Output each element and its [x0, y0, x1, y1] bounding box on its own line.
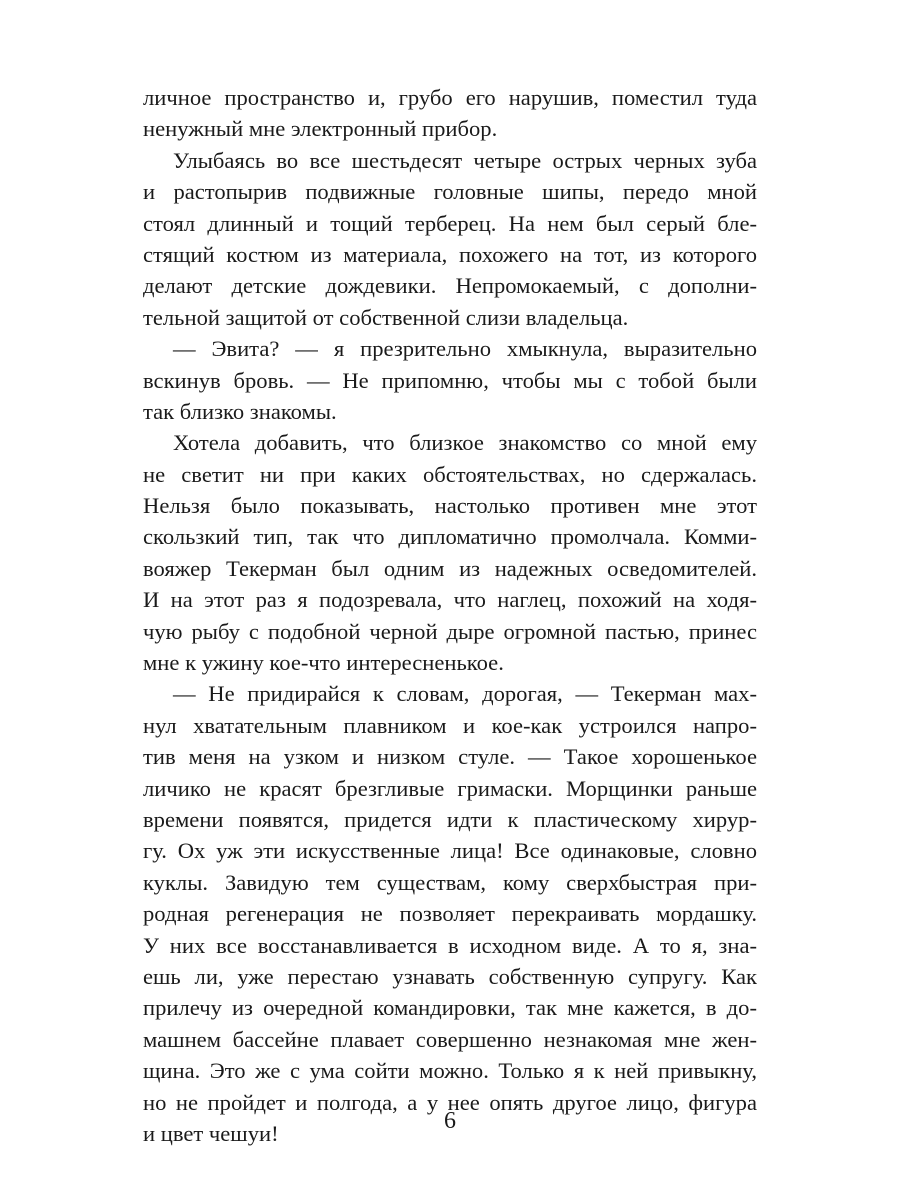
text-line: делают детские дождевики. Непромокаемый, с дополни-	[143, 273, 757, 299]
text-line: стящий костюм из материала, похожего на тот, из которого	[143, 241, 757, 267]
book-page-body	[143, 82, 757, 1149]
paragraph	[143, 82, 757, 145]
paragraph	[143, 145, 757, 333]
text-line: И на этот раз я подозревала, что наглец, похожий на ходя-	[143, 587, 757, 613]
text-line: стоял длинный и тощий терберец. На нем был серый бле-	[143, 210, 757, 236]
text-line: ненужный мне электронный прибор.	[143, 116, 498, 142]
paragraph	[143, 333, 757, 427]
text-line: но не пройдет и полгода, а у нее опять другое лицо, фигура	[143, 1089, 757, 1115]
text-line: Улыбаясь во все шестьдесят четыре острых черных зуба	[173, 147, 757, 173]
text-line: тив меня на узком и низком стуле. — Такое хорошенькое	[143, 744, 757, 770]
text-line: личико не красят брезгливые гримаски. Морщинки раньше	[143, 775, 757, 801]
text-line: вскинув бровь. — Не припомню, чтобы мы с тобой были	[143, 367, 757, 393]
text-line: родная регенерация не позволяет перекраивать мордашку.	[143, 901, 757, 927]
text-line: не светит ни при каких обстоятельствах, но сдержалась.	[143, 461, 757, 487]
text-line: гу. Ох уж эти искусственные лица! Все одинаковые, словно	[143, 838, 757, 864]
paragraph	[143, 427, 757, 678]
text-line: нул хватательным плавником и кое-как устроился напро-	[143, 712, 757, 738]
page-number: 6	[444, 1108, 456, 1134]
text-line: чую рыбу с подобной черной дыре огромной пастью, принес	[143, 618, 757, 644]
text-line: Нельзя было показывать, настолько противен мне этот	[143, 493, 757, 519]
paragraph	[143, 678, 757, 1149]
text-line: ешь ли, уже перестаю узнавать собственную супругу. Как	[143, 963, 757, 989]
text-line: тельной защитой от собственной слизи владельца.	[143, 304, 629, 330]
text-line: — Не придирайся к словам, дорогая, — Текерман мах-	[173, 681, 757, 707]
text-line: У них все восстанавливается в исходном виде. А то я, зна-	[143, 932, 757, 958]
text-line: машнем бассейне плавает совершенно незнакомая мне жен-	[143, 1026, 757, 1052]
text-line: мне к ужину кое-что интересненькое.	[143, 650, 504, 676]
text-line: Хотела добавить, что близкое знакомство со мной ему	[173, 430, 757, 456]
text-line: скользкий тип, так что дипломатично промолчала. Комми-	[143, 524, 757, 550]
text-line: и растопырив подвижные головные шипы, передо мной	[143, 179, 757, 205]
text-line: времени появятся, придется идти к пластическому хирур-	[143, 806, 757, 832]
text-line: щина. Это же с ума сойти можно. Только я к ней привыкну,	[143, 1058, 757, 1084]
text-line: личное пространство и, грубо его нарушив, поместил туда	[143, 85, 757, 110]
text-line: вояжер Текерман был одним из надежных осведомителей.	[143, 555, 757, 581]
text-line: куклы. Завидую тем существам, кому сверхбыстрая при-	[143, 869, 757, 895]
text-line: прилечу из очередной командировки, так мне кажется, в до-	[143, 995, 757, 1021]
text-line: так близко знакомы.	[143, 398, 337, 424]
text-line: — Эвита? — я презрительно хмыкнула, выразительно	[173, 336, 757, 362]
text-line: и цвет чешуи!	[143, 1120, 279, 1146]
